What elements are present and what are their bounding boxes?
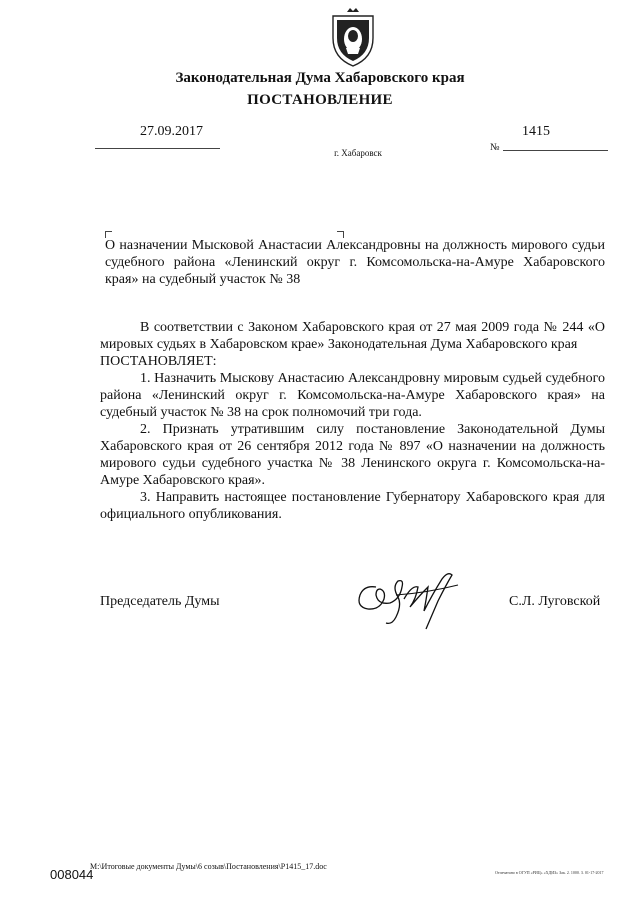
- signer-title: Председатель Думы: [100, 594, 220, 609]
- organization-name: Законодательная Дума Хабаровского края: [175, 70, 465, 86]
- print-mark: Отпечатано в ОГУП «РИЦ» «ХДИЗ» Зак. 2. 1000. 3. 01-17-2017: [495, 870, 604, 875]
- document-date: 27.09.2017: [140, 124, 203, 139]
- registration-code: 008044: [50, 867, 94, 882]
- document-body: [100, 319, 605, 523]
- resolution-item-1: 1. Назначить Мыскову Анастасию Александровну мировым судьей судебного района «Ленинский округ г. Комсомольска-на-Амуре Хабаровского края» на судебный участок № 38 на срок полномочий три года.: [100, 371, 605, 420]
- file-path: M:\Итоговые документы Думы\6 созыв\Постановления\P1415_17.doc: [90, 862, 327, 871]
- resolution-item-3: 3. Направить настоящее постановление Губернатору Хабаровского края для официального опубликования.: [100, 490, 605, 522]
- signer-name: С.Л. Луговской: [509, 594, 601, 609]
- number-sign: №: [490, 142, 500, 153]
- coat-of-arms-emblem: [327, 8, 379, 68]
- city-label: г. Хабаровск: [334, 148, 382, 158]
- preamble-paragraph: В соответствии с Законом Хабаровского края от 27 мая 2009 года № 244 «О мировых судьях в Хабаровском крае» Законодательная Дума Хабаровского края: [100, 320, 605, 352]
- document-type: ПОСТАНОВЛЕНИЕ: [247, 92, 393, 108]
- resolves-heading: ПОСТАНОВЛЯЕТ:: [100, 354, 217, 369]
- document-subject: О назначении Мысковой Анастасии Александровны на должность мирового судьи судебного района «Ленинский округ г. Комсомольска-на-Амуре Хабаровского края» на судебный участок № 38: [105, 238, 605, 287]
- document-number: 1415: [522, 124, 550, 139]
- handwritten-signature: [346, 565, 464, 633]
- resolution-item-2: 2. Признать утратившим силу постановление Законодательной Думы Хабаровского края от 26 сентября 2012 года № 897 «О назначении на должность мирового судьи судебного участка № 38 Ленинского округа г. Комсомольска-на-Амуре Хабаровского края».: [100, 422, 605, 488]
